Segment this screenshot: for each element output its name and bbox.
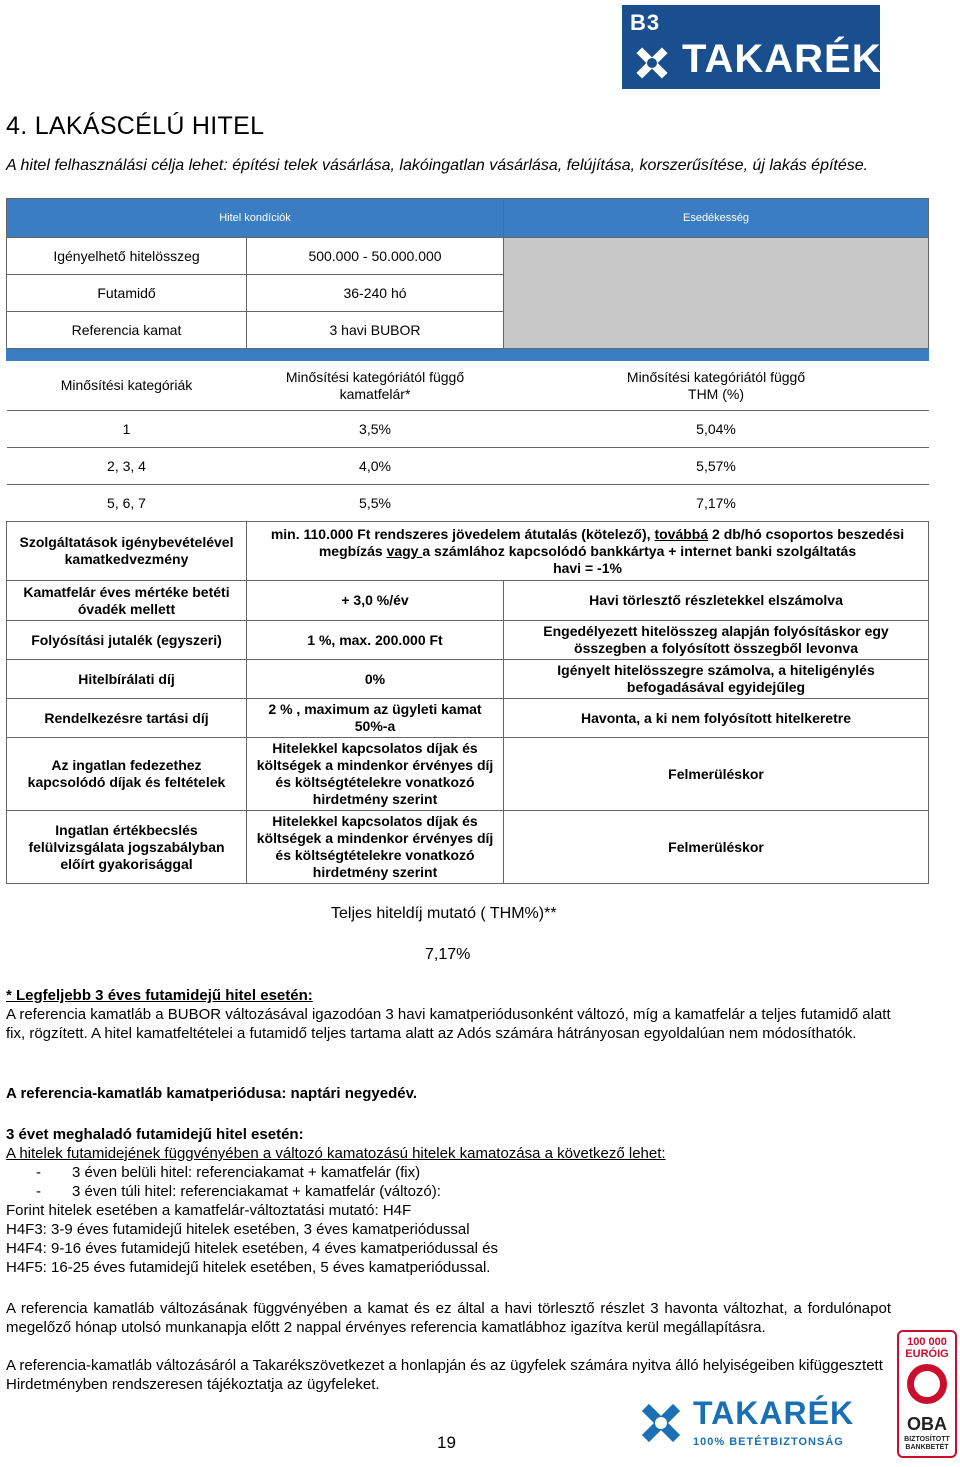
thm-value: 7,17% (504, 485, 929, 522)
deposit-label: Kamatfelár éves mértéke betéti óvadék mellett (7, 581, 247, 621)
services-label: Szolgáltatások igénybevételével kamatkedvezmény (7, 522, 247, 581)
term-label: Futamidő (7, 275, 247, 312)
thm-value: 5,57% (504, 448, 929, 485)
page-subtitle: A hitel felhasználási célja lehet: építési telek vásárlása, lakóingatlan vásárlása, felújítása, korszerűsítése, új lakás építése. (6, 157, 869, 174)
oba-name: OBA (907, 1414, 947, 1434)
header-conditions: Hitel kondíciók (7, 199, 504, 238)
category-value: 2, 3, 4 (7, 448, 247, 485)
services-text-4: vagy (386, 542, 423, 559)
thm-summary-value: 7,17% (425, 946, 471, 963)
category-value: 1 (7, 411, 247, 448)
oba-line2: EURÓIG (905, 1348, 949, 1360)
deposit-value: + 3,0 %/év (247, 581, 504, 621)
header-due: Esedékesség (504, 199, 929, 238)
category-margin-label: Minősítési kategóriától függő kamatfelár* (247, 361, 504, 411)
category-thm-label (504, 361, 929, 411)
thm-summary-label: Teljes hiteldíj mutató ( THM%)** (331, 905, 557, 922)
logo-star-icon (637, 1399, 685, 1447)
oba-subtitle (899, 1436, 955, 1452)
availability-due: Havonta, a ki nem folyósított hitelkeretre (504, 699, 929, 738)
thm-label-line2: THM (%) (688, 385, 745, 402)
term-value: 36-240 hó (247, 275, 504, 312)
list-line: H4F3: 3-9 éves futamidejű hitelek esetében, 3 éves kamatperiódussal (6, 1221, 470, 1238)
oba-sub1: BIZTOSÍTOTT (904, 1436, 950, 1443)
list-line: H4F4: 9-16 éves futamidejű hitelek esetében, 4 éves kamatperiódussal és (6, 1240, 498, 1257)
table-row (7, 448, 929, 485)
deposit-due: Havi törlesztő részletekkel elszámolva (504, 581, 929, 621)
list-line: H4F5: 16-25 éves futamidejű hitelek esetében, 5 éves kamatperiódussal. (6, 1259, 491, 1276)
takarek-logo (622, 5, 880, 89)
list-item-text: 3 éven belüli hitel: referenciakamat + kamatfelár (fix) (72, 1164, 421, 1181)
list-item-text: 3 éven túli hitel: referenciakamat + kamatfelár (változó): (72, 1183, 441, 1200)
availability-value: 2 % , maximum az ügyleti kamat 50%-a (247, 699, 504, 738)
ref-value: 3 havi BUBOR (247, 312, 504, 349)
oba-amount (899, 1336, 955, 1360)
logo-star-icon (632, 43, 672, 83)
margin-value: 3,5% (247, 411, 504, 448)
bottom-logo-tagline: 100% BETÉTBIZTONSÁG (693, 1436, 844, 1448)
section-long-term (6, 1125, 891, 1277)
page-title: 4. LAKÁSCÉLÚ HITEL (6, 112, 265, 140)
eval-value: 0% (247, 660, 504, 699)
list-item (6, 1182, 891, 1201)
logo-tier: B3 (630, 10, 661, 35)
section-rate-change: A referencia kamatláb változásának függvényében a kamat és ez által a havi törlesztő részlet 3 havonta változhat, a fordulónapot megelőző hónap utolsó munkanapja előtt 2 nappal érvényes referencia kamatlábhoz igazítva kerül megállapításra. (6, 1300, 891, 1336)
table-row (7, 485, 929, 522)
services-discount: havi = -1% (553, 559, 622, 576)
logo-brand: TAKARÉK (682, 37, 882, 81)
services-text-1: min. 110.000 Ft rendszeres jövedelem átutalás (kötelező), (270, 525, 655, 542)
amount-value: 500.000 - 50.000.000 (247, 238, 504, 275)
oba-line1: 100 000 (907, 1336, 947, 1348)
services-text-3: 2 db/hó csoportos beszedési megbízás (318, 525, 905, 559)
section-short-term-text: A referencia kamatláb a BUBOR változásával igazodóan 3 havi kamatperiódusonként változó, míg a kamatfelár a teljes futamidő alatt fix, rögzített. A hitel kamatfeltételei a futamidő teljes tartama alatt az Adós számára hátrányosan egyoldalúan nem módosíthatók. (6, 1006, 891, 1042)
amount-label: Igényelhető hitelösszeg (7, 238, 247, 275)
list-line: Forint hitelek esetében a kamatfelár-változtatási mutató: H4F (6, 1202, 412, 1219)
page-number: 19 (437, 1433, 456, 1452)
services-value (247, 522, 929, 581)
thm-value: 5,04% (504, 411, 929, 448)
fee-value: 1 %, max. 200.000 Ft (247, 621, 504, 660)
section-short-term (6, 986, 891, 1043)
category-value: 5, 6, 7 (7, 485, 247, 522)
section-short-term-title: * Legfeljebb 3 éves futamidejű hitel esetén: (6, 987, 313, 1004)
property-due: Felmerüléskor (504, 738, 929, 811)
availability-label: Rendelkezésre tartási díj (7, 699, 247, 738)
section-notice: A referencia-kamatláb változásáról a Takarékszövetkezet a honlapján és az ügyfelek számára nyitva álló helyiségeiben kifüggesztett Hirdetményben rendszeresen tájékoztatja az ügyfeleket. (6, 1357, 883, 1393)
oba-sub2: BANKBETÉT (905, 1444, 949, 1451)
margin-value: 4,0% (247, 448, 504, 485)
list-item (6, 1163, 891, 1182)
margin-value: 5,5% (247, 485, 504, 522)
eval-due: Igényelt hitelösszegre számolva, a hiteligénylés befogadásával egyidejűleg (504, 660, 929, 699)
services-text-2: továbbá (654, 525, 709, 542)
category-label: Minősítési kategóriák (7, 361, 247, 411)
table-row (7, 411, 929, 448)
review-label: Ingatlan értékbecslés felülvizsgálata jogszabályban előírt gyakorisággal (7, 811, 247, 884)
property-value: Hitelekkel kapcsolatos díjak és költségek a mindenkor érvényes díj és költségtételekre vonatkozó hirdetmény szerint (247, 738, 504, 811)
oba-ring-icon (907, 1364, 947, 1404)
fee-label: Folyósítási jutalék (egyszeri) (7, 621, 247, 660)
review-value: Hitelekkel kapcsolatos díjak és költségek a mindenkor érvényes díj és költségtételekre vonatkozó hirdetmény szerint (247, 811, 504, 884)
loan-conditions-table (6, 198, 929, 884)
property-label: Az ingatlan fedezethez kapcsolódó díjak és feltételek (7, 738, 247, 811)
grey-cell (504, 238, 929, 349)
ref-label: Referencia kamat (7, 312, 247, 349)
blue-divider (7, 349, 929, 361)
review-due: Felmerüléskor (504, 811, 929, 884)
bottom-logo-brand: TAKARÉK (693, 1395, 855, 1431)
section-ref-period: A referencia-kamatláb kamatperiódusa: naptári negyedév. (6, 1085, 417, 1102)
fee-due: Engedélyezett hitelösszeg alapján folyósításkor egy összegben a folyósított összegből levonva (504, 621, 929, 660)
section-long-term-title: 3 évet meghaladó futamidejű hitel esetén: (6, 1126, 304, 1143)
takarek-deposit-logo (615, 1393, 855, 1455)
eval-label: Hitelbírálati díj (7, 660, 247, 699)
section-long-term-lead: A hitelek futamidejének függvényében a változó kamatozású hitelek kamatozása a következő lehet: (6, 1145, 666, 1162)
oba-badge (897, 1330, 957, 1458)
thm-label-line1: Minősítési kategóriától függő (626, 368, 806, 385)
services-text-5: a számlához kapcsolódó bankkártya + internet banki szolgáltatás (422, 542, 857, 559)
